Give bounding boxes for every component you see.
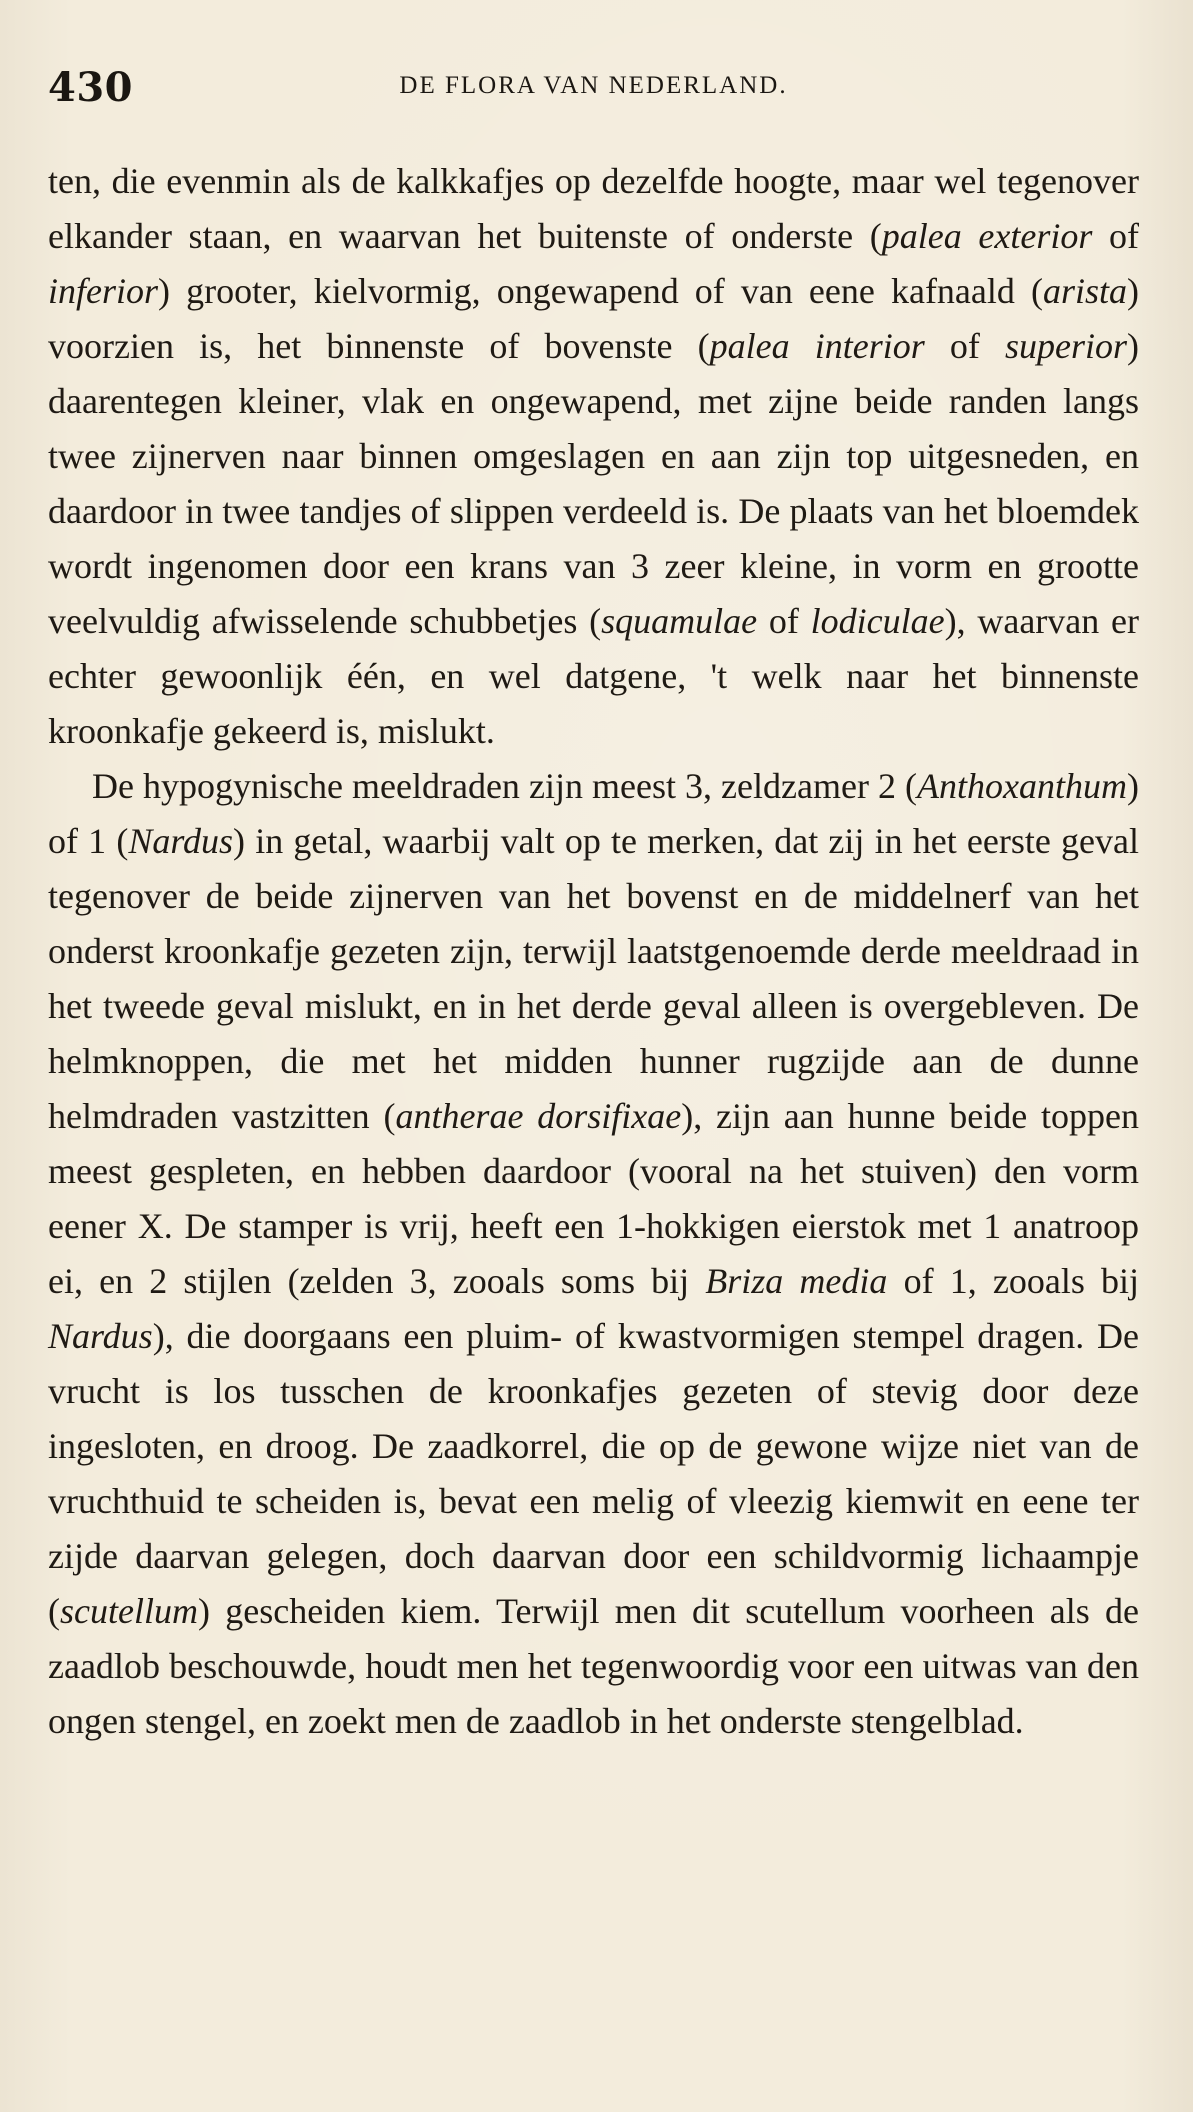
latin-term: palea interior	[709, 326, 925, 366]
page-header	[48, 58, 1139, 114]
text-segment: of	[1092, 216, 1139, 256]
latin-term: Briza media	[705, 1261, 888, 1301]
paragraph-1	[48, 154, 1139, 759]
page-number: 430	[48, 64, 133, 111]
text-segment: ten, die evenmin als de kalkkafjes op dezelfde hoogte, maar wel tegenover elkander staan, en waarvan het buitenste of onderste (	[48, 161, 1139, 256]
text-segment: of	[757, 601, 811, 641]
text-segment: De hypogynische meeldraden zijn meest 3, zeldzamer 2 (	[92, 766, 918, 806]
latin-term: squamulae	[601, 601, 758, 641]
latin-term: scutellum	[60, 1591, 198, 1631]
text-segment: ) of 1 (	[48, 766, 1139, 861]
text-segment: ) in getal, waarbij valt op te merken, dat zij in het eerste geval tegenover de beide zijnerven van het bovenst en de middelnerf van het onderst kroonkafje gezeten zijn, terwijl laatstgenoemde derde meeldraad in het tweede geval mislukt, en in het derde geval alleen is overgebleven. De helmknoppen, die met het midden hunner rugzijde aan de dunne helmdraden vastzitten (	[48, 821, 1139, 1136]
text-segment: ), waarvan er echter gewoonlijk één, en wel datgene, 't welk naar het binnenste kroonkafje gekeerd is, mislukt.	[48, 601, 1139, 751]
text-segment: ), die doorgaans een pluim- of kwastvormigen stempel dragen. De vrucht is los tusschen de kroonkafjes gezeten of stevig door deze ingesloten, en droog. De zaadkorrel, die op de gewone wijze niet van de vruchthuid te scheiden is, bevat een melig of vleezig kiemwit en eene ter zijde daarvan gelegen, doch daarvan door een schildvormig lichaampje (	[48, 1316, 1139, 1631]
latin-term: Nardus	[128, 821, 234, 861]
text-segment: of	[924, 326, 1005, 366]
text-segment: ) daarentegen kleiner, vlak en ongewapend, met zijne beide randen langs twee zijnerven naar binnen omgeslagen en aan zijn top uitgesneden, en daardoor in twee tandjes of slippen verdeeld is. De plaats van het bloemdek wordt ingenomen door een krans van 3 zeer kleine, in vorm en grootte veelvuldig afwisselende schubbetjes (	[48, 326, 1140, 641]
latin-term: Anthoxanthum	[917, 766, 1127, 806]
text-segment: ) gescheiden kiem. Terwijl men dit scutellum voorheen als de zaadlob beschouwde, houdt men het tegenwoordig voor een uitwas van den ongen stengel, en zoekt men de zaadlob in het onderste stengelblad.	[48, 1591, 1139, 1741]
running-title: DE FLORA VAN NEDERLAND.	[399, 72, 788, 99]
text-segment: ) voorzien is, het binnenste of bovenste (	[48, 271, 1139, 366]
latin-term: Nardus	[48, 1316, 153, 1356]
latin-term: superior	[1005, 326, 1128, 366]
latin-term: antherae dorsifixae	[395, 1096, 682, 1136]
main-text	[48, 154, 1139, 1749]
text-segment: ) grooter, kielvormig, ongewapend of van eene kafnaald (	[158, 271, 1043, 311]
latin-term: arista	[1042, 271, 1127, 311]
text-segment: of 1, zooals bij	[887, 1261, 1139, 1301]
latin-term: palea exterior	[881, 216, 1093, 256]
latin-term: inferior	[48, 271, 159, 311]
latin-term: lodiculae	[810, 601, 945, 641]
text-segment: ), zijn aan hunne beide toppen meest gespleten, en hebben daardoor (vooral na het stuiven) den vorm eener X. De stamper is vrij, heeft een 1-hokkigen eierstok met 1 anatroop ei, en 2 stijlen (zelden 3, zooals soms bij	[48, 1096, 1139, 1301]
paragraph-2	[48, 759, 1139, 1749]
